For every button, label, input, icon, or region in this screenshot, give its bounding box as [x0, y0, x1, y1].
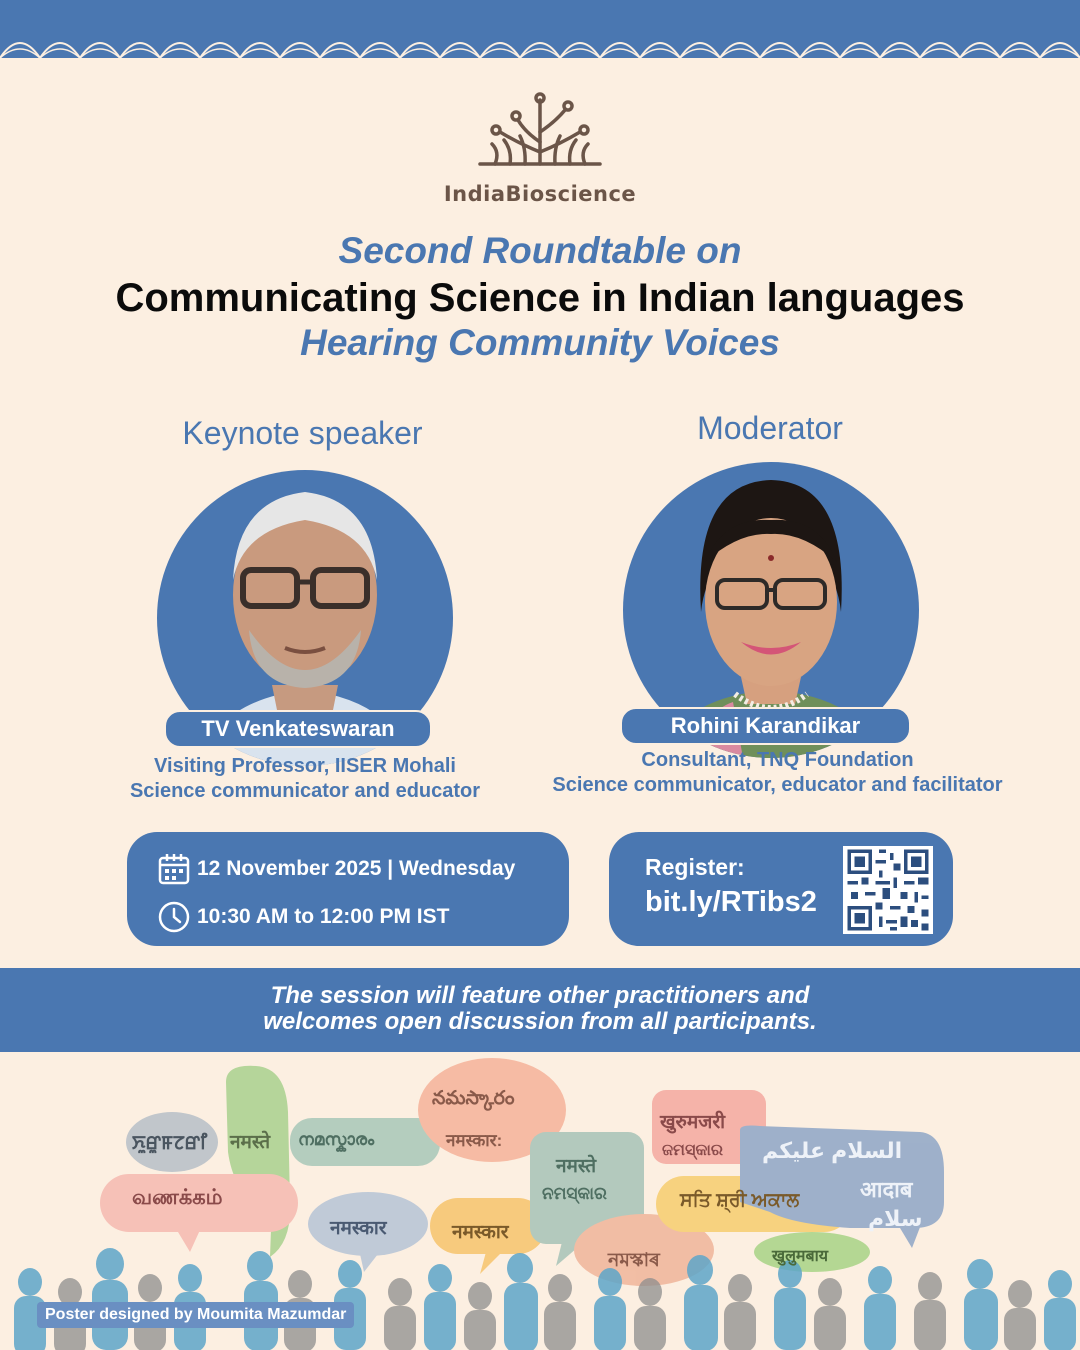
register-link[interactable]: bit.ly/RTibs2 — [645, 886, 817, 918]
register-label: Register: — [645, 854, 745, 880]
clock-icon — [157, 900, 191, 934]
greeting-nepali: नमस्ते — [556, 1156, 597, 1177]
keynote-affiliation-line-2: Science communicator and educator — [129, 780, 481, 802]
greeting-kashmiri: سلام — [868, 1206, 923, 1231]
greeting-urdu-hindi: आदाब — [860, 1177, 913, 1202]
greeting-odia: ନମସ୍କାର — [542, 1184, 607, 1203]
banner-line-1: The session will feature other practitioners and — [270, 982, 810, 1009]
moderator-affiliation — [515, 748, 1040, 798]
event-time-row — [157, 900, 449, 934]
greeting-meitei: ꯈꯨꯔꯨꯝꯖꯔꯤ — [132, 1133, 208, 1154]
moderator-affiliation-line-1: Consultant, TNQ Foundation — [641, 749, 914, 771]
keynote-affiliation-line-1: Visiting Professor, IISER Mohali — [154, 755, 456, 777]
title-line-3: Hearing Community Voices — [300, 322, 780, 363]
event-datetime-box — [127, 832, 569, 946]
moderator-name-pill: Rohini Karandikar — [620, 707, 911, 745]
greeting-kokborok: खुलुमबाय — [772, 1248, 829, 1265]
india-bioscience-logo-icon — [470, 92, 610, 184]
keynote-affiliation — [100, 754, 510, 804]
banner-line-2: welcomes open discussion from all participants. — [263, 1008, 817, 1035]
brand-name: IndiaBioscience — [443, 182, 637, 206]
moderator-affiliation-line-2: Science communicator, educator and facilitator — [552, 774, 1003, 796]
keynote-name-pill: TV Venkateswaran — [164, 710, 432, 748]
greeting-telugu: నమస్కారం — [432, 1088, 515, 1109]
greeting-bodo: खुरुमजरी — [660, 1112, 726, 1133]
mandala-pattern-icon — [0, 18, 1080, 58]
discussion-banner — [0, 968, 1080, 1052]
poster-credit: Poster designed by Moumita Mazumdar — [37, 1302, 354, 1328]
greeting-punjabi: ਸਤਿ ਸ਼੍ਰੀ ਅਕਾਲ — [680, 1190, 800, 1211]
register-box — [609, 832, 953, 946]
greeting-malayalam: നമസ്കാരം — [298, 1130, 375, 1149]
greeting-arabic: السلام عليكم — [762, 1138, 903, 1163]
greeting-assamese: নমস্কাৰ — [608, 1250, 660, 1271]
greeting-hindi: नमस्ते — [230, 1132, 271, 1153]
event-date-text: 12 November 2025 | Wednesday — [197, 857, 516, 880]
calendar-icon — [157, 852, 191, 886]
top-pattern-band — [0, 0, 1080, 58]
greeting-tamil: வணக்கம் — [132, 1186, 223, 1209]
event-date-row — [157, 852, 515, 886]
qr-code-icon[interactable] — [843, 846, 933, 934]
title-line-1: Second Roundtable on — [338, 230, 742, 271]
greeting-konkani: नमस्कार — [452, 1222, 509, 1243]
greeting-santali: ଜମସ୍କାର — [662, 1142, 724, 1159]
greeting-sanskrit: नमस्कार: — [446, 1131, 503, 1150]
title-line-2: Communicating Science in Indian languages — [115, 276, 965, 320]
moderator-role-label: Moderator — [697, 410, 843, 446]
keynote-role-label: Keynote speaker — [182, 415, 423, 451]
greeting-marathi: नमस्कार — [330, 1218, 387, 1239]
event-time-text: 10:30 AM to 12:00 PM IST — [197, 905, 450, 928]
